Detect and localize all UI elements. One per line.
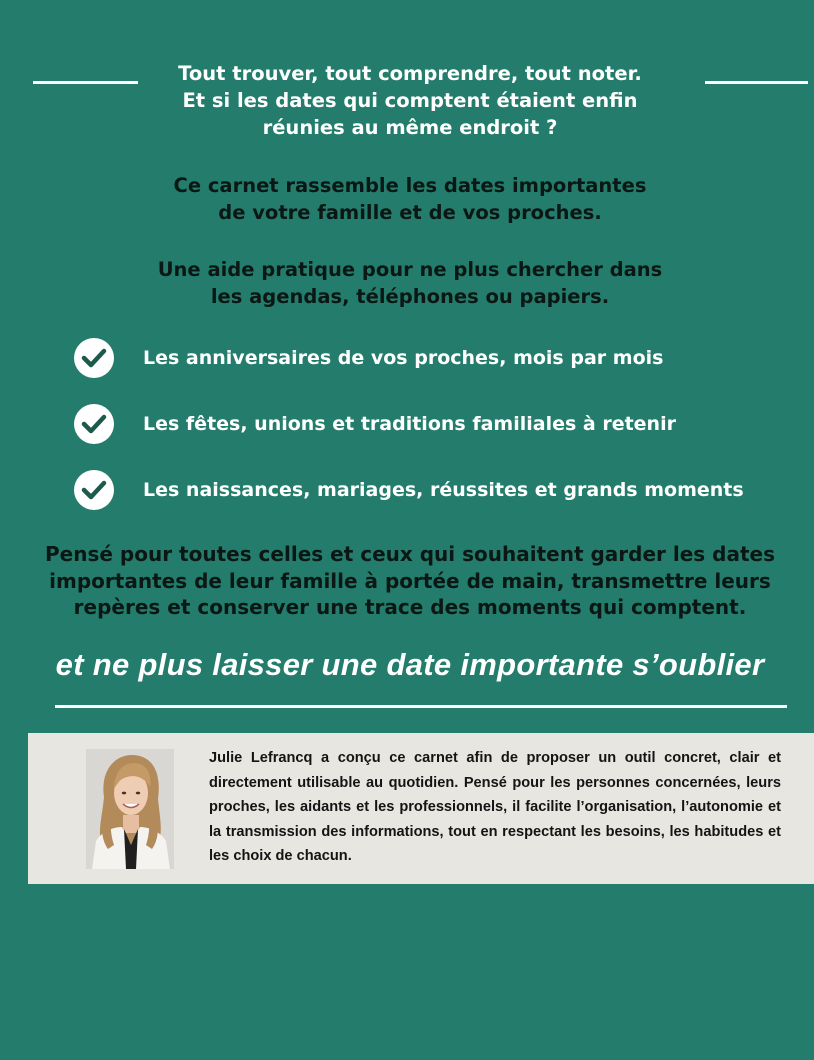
checklist-item bbox=[74, 338, 663, 378]
check-circle-icon bbox=[74, 404, 114, 444]
description-paragraph-2: Une aide pratique pour ne plus chercher dans les agendas, téléphones ou papiers. bbox=[157, 258, 663, 308]
checklist-item-label: Les fêtes, unions et traditions familiales à retenir bbox=[143, 413, 676, 435]
checklist-item-label: Les naissances, mariages, réussites et grands moments bbox=[143, 479, 744, 501]
tagline-underline bbox=[55, 705, 787, 708]
closing-paragraph: Pensé pour toutes celles et ceux qui souhaitent garder les dates importantes de leur famille à portée de main, transmettre leurs repères et conserver une trace des moments qui comptent. bbox=[45, 542, 775, 619]
check-circle-icon bbox=[74, 470, 114, 510]
checklist-item bbox=[74, 470, 744, 510]
description-paragraph-1: Ce carnet rassemble les dates importantes de votre famille et de vos proches. bbox=[173, 174, 647, 224]
intro-heading: Tout trouver, tout comprendre, tout noter. Et si les dates qui comptent étaient enfin réunies au même endroit ? bbox=[178, 62, 642, 139]
author-box bbox=[28, 733, 814, 884]
checklist-item bbox=[74, 404, 676, 444]
author-bio: Julie Lefrancq a conçu ce carnet afin de proposer un outil concret, clair et directement utilisable au quotidien. Pensé pour les personnes concernées, leurs proches, les aidants et les professionnels, il facilite l’organisation, l’autonomie et la transmission des informations, tout en respectant les besoins, les habitudes et les choix de chacun. bbox=[209, 750, 781, 864]
decorative-rule-left bbox=[33, 81, 138, 84]
author-portrait bbox=[86, 749, 174, 869]
check-circle-icon bbox=[74, 338, 114, 378]
checklist-item-label: Les anniversaires de vos proches, mois par mois bbox=[143, 347, 664, 369]
tagline: et ne plus laisser une date importante s’oublier bbox=[55, 647, 765, 682]
decorative-rule-right bbox=[705, 81, 808, 84]
